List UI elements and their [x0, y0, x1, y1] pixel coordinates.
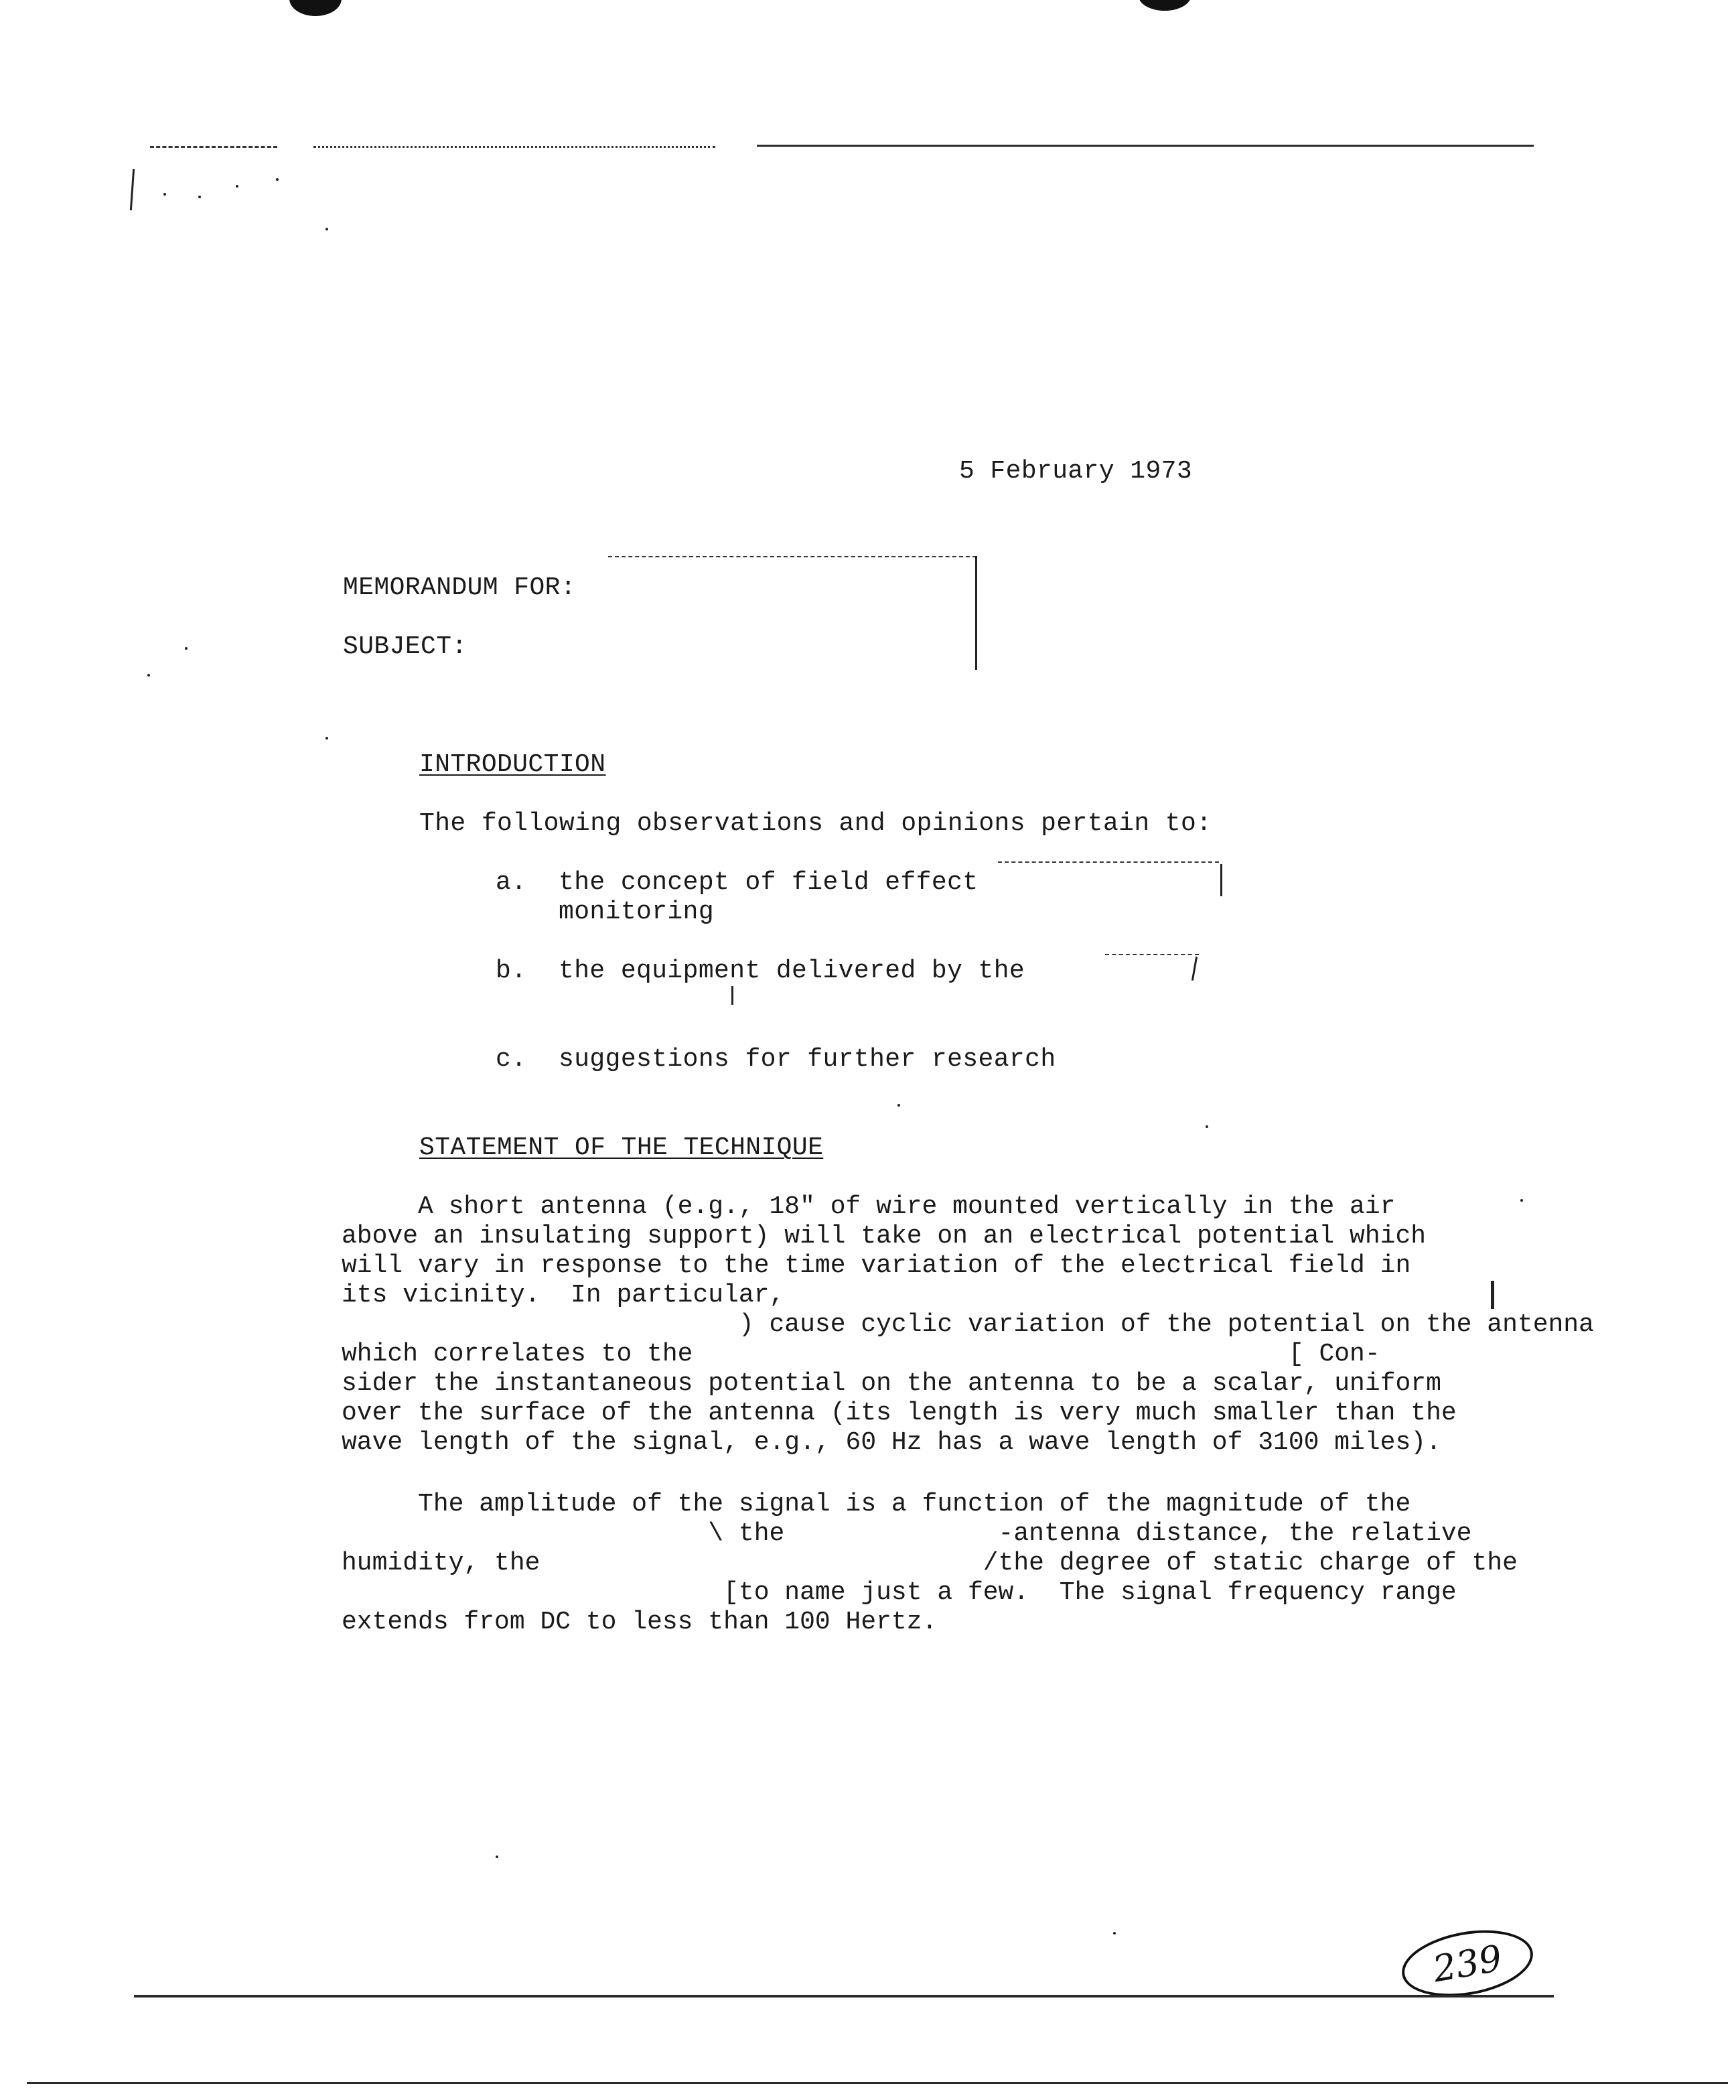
speck: [1113, 1932, 1116, 1935]
top-rule-left: [150, 146, 277, 148]
paragraph-line: [to name just a few. The signal frequency range: [342, 1578, 1457, 1607]
speck: [185, 647, 188, 650]
speck: [1520, 1199, 1523, 1202]
footer-rule: [27, 2082, 1728, 2084]
speck: [326, 737, 328, 740]
paragraph-line: \ the -antenna distance, the relative: [342, 1519, 1472, 1548]
page-number-stamp: 239: [1396, 1921, 1538, 2006]
list-item-b-marker: b.: [496, 957, 527, 985]
speck: [236, 185, 238, 188]
paragraph-line: A short antenna (e.g., 18" of wire mounted vertically in the air: [342, 1192, 1396, 1221]
paragraph-line: over the surface of the antenna (its length is very much smaller than the: [342, 1399, 1457, 1427]
list-item-a-marker: a.: [496, 868, 527, 897]
redaction-box-right: [975, 556, 977, 670]
redaction-box-top: [608, 556, 976, 557]
speck: [496, 1856, 498, 1858]
redaction-mark-a: [998, 861, 1219, 863]
list-item-a-line1: the concept of field effect: [559, 868, 979, 897]
punch-hole-left: [289, 0, 342, 16]
paragraph-line: will vary in response to the time variation of the electrical field in: [342, 1251, 1411, 1280]
paragraph-line: sider the instantaneous potential on the antenna to be a scalar, uniform: [342, 1369, 1441, 1398]
speck: [163, 193, 166, 196]
list-item-c-line1: suggestions for further research: [559, 1045, 1056, 1074]
redaction-mark-b-tick: [731, 986, 733, 1005]
paragraph-line: its vicinity. In particular,: [342, 1281, 785, 1310]
redaction-mark-b-bar: [1191, 957, 1198, 981]
speck: [897, 1104, 900, 1107]
paragraph-line: The amplitude of the signal is a function of the magnitude of the: [342, 1490, 1411, 1519]
paragraph-line: humidity, the /the degree of static charge of the: [342, 1549, 1518, 1578]
redaction-mark-a-bar: [1220, 864, 1222, 896]
paragraph-line: above an insulating support) will take on an electrical potential which: [342, 1222, 1427, 1251]
speck: [326, 228, 328, 230]
list-item-a-line2: monitoring: [559, 898, 715, 926]
list-item-b-line1: the equipment delivered by the: [559, 957, 1025, 985]
redaction-mark-technique: [1491, 1281, 1494, 1309]
paragraph-line: extends from DC to less than 100 Hertz.: [342, 1608, 938, 1636]
speck: [1206, 1125, 1208, 1128]
paragraph-line: which correlates to the [ Con-: [342, 1340, 1380, 1369]
top-rule-right: [757, 145, 1534, 147]
technique-paragraph: [342, 1192, 1594, 1458]
paragraph-line: ) cause cyclic variation of the potential on the antenna: [342, 1310, 1594, 1339]
bottom-rule: [134, 1995, 1554, 1998]
amplitude-paragraph: [342, 1490, 1518, 1637]
list-item-c-marker: c.: [496, 1045, 527, 1074]
top-rule-mid: [313, 146, 715, 148]
speck: [276, 178, 279, 181]
punch-hole-right: [1139, 0, 1191, 11]
speck: [198, 196, 201, 198]
speck: [147, 674, 150, 677]
margin-mark: [130, 169, 135, 210]
technique-heading: STATEMENT OF THE TECHNIQUE: [419, 1133, 824, 1162]
memorandum-for-label: MEMORANDUM FOR:: [343, 573, 577, 602]
redaction-mark-b: [1105, 954, 1199, 955]
paragraph-line: wave length of the signal, e.g., 60 Hz has a wave length of 3100 miles).: [342, 1428, 1441, 1457]
memo-date: 5 February 1973: [959, 457, 1193, 486]
introduction-heading: INTRODUCTION: [419, 750, 606, 779]
introduction-text: The following observations and opinions pertain to:: [419, 809, 1212, 838]
subject-label: SUBJECT:: [343, 632, 467, 661]
